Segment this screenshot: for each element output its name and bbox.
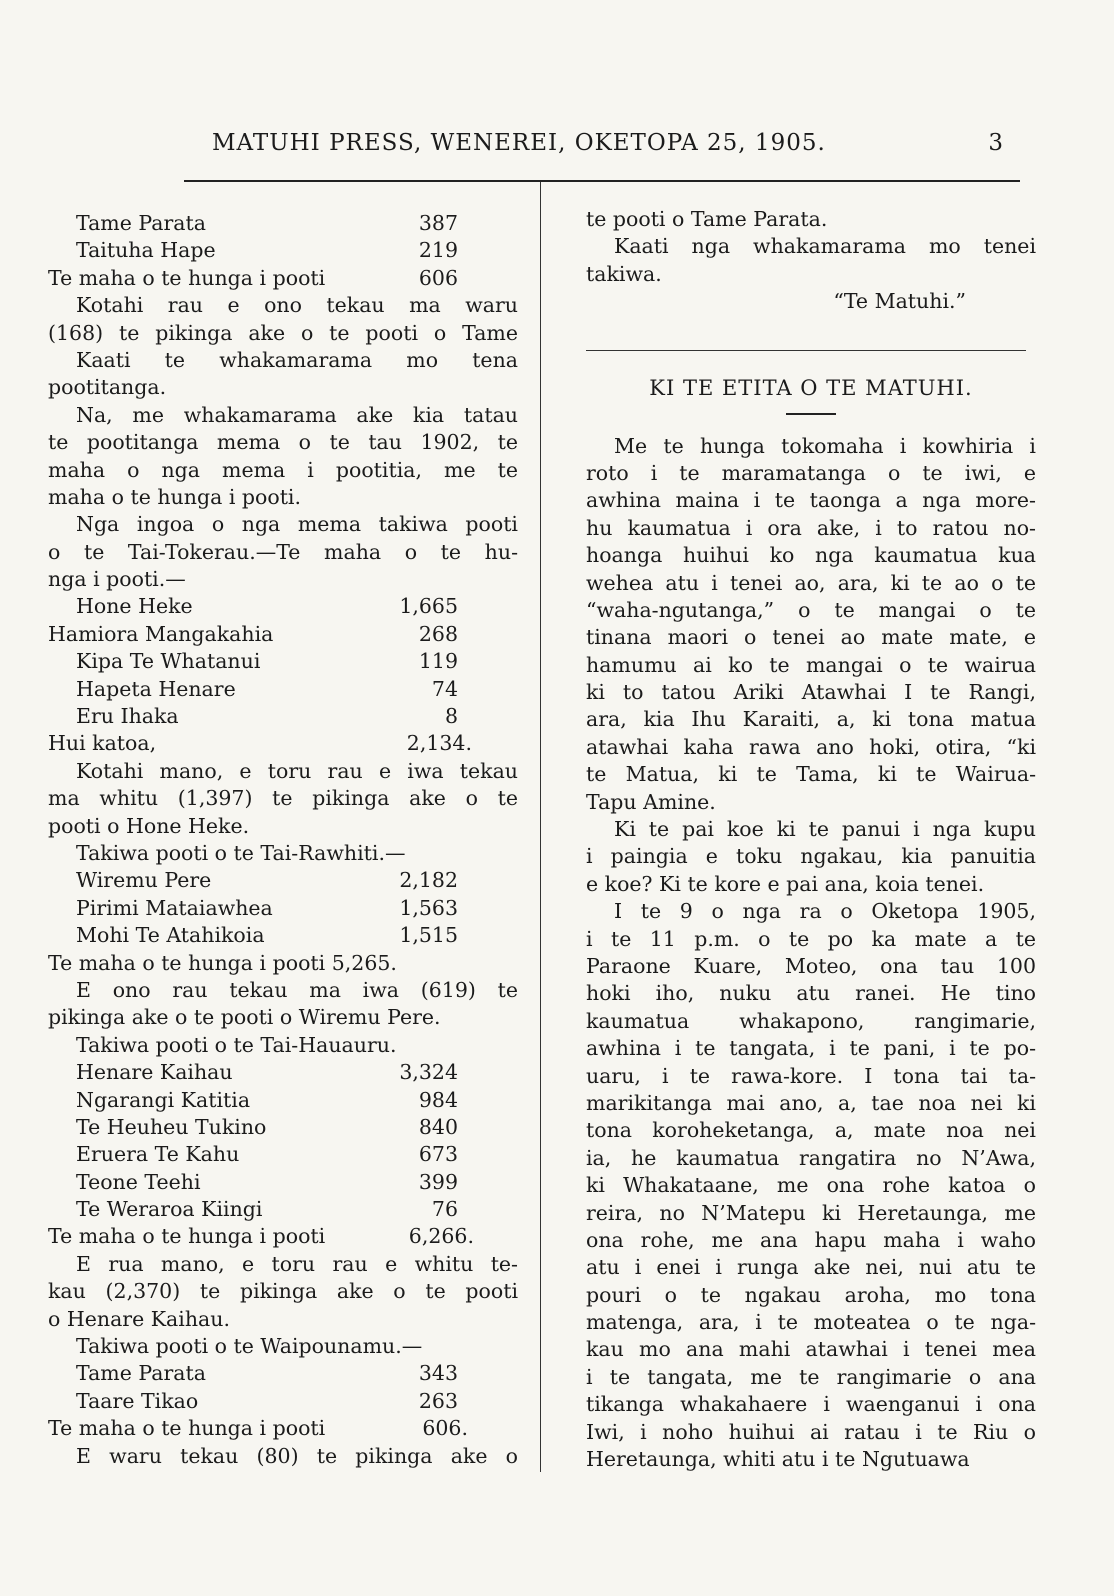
vote-total-row: Hui katoa, 2,134. [48,731,472,756]
text-line: hu kaumatua i ora ake, i to ratou no- [586,515,1036,540]
letter-paragraph-1 [586,433,1036,816]
text-line: pootitanga. [48,375,167,400]
vote-row: Ngarangi Katitia 984 [76,1087,458,1112]
text-line: ma whitu (1,397) te pikinga ake o te [48,786,518,811]
text-line: Kotahi rau e ono tekau ma waru [76,293,518,318]
vote-row: Te Heuheu Tukino 840 [76,1114,458,1139]
text-line: reira, no N’Matepu ki Heretaunga, me [586,1200,1036,1225]
text-line: ki to tatou Ariki Atawhai I te Rangi, [586,680,1036,705]
text-line: kau (2,370) te pikinga ake o te pooti [48,1279,518,1304]
text-line: ki Whakataane, me ona rohe katoa o [586,1173,1036,1198]
text-line: o te Tai-Tokerau.—Te maha o te hu- [48,539,518,564]
text-line: hamumu ai ko te mangai o te wairua [586,652,1036,677]
section-rule [586,350,1026,351]
text-line: Tapu Amine. [586,789,716,814]
vote-row: Wiremu Pere 2,182 [76,868,458,893]
text-line: uaru, i te rawa-kore. I tona tai ta- [586,1063,1036,1088]
left-column [48,210,518,1470]
text-line: Kaati te whakamarama mo tena [76,347,518,372]
vote-row: Pirimi Mataiawhea 1,563 [76,895,458,920]
vote-total-row: Te maha o te hunga i pooti 606 [48,265,458,290]
district-heading: Takiwa pooti o te Tai-Hauauru. [76,1032,397,1057]
letter-paragraph-2 [586,816,1036,898]
text-line: maha o te hunga i pooti. [48,484,302,509]
text-line: Iwi, i noho huihui ai ratau i te Riu o [586,1419,1036,1444]
text-line: awhina maina i te taonga a nga more- [586,488,1036,513]
text-line: Kotahi mano, e toru rau e iwa tekau [76,758,518,783]
vote-total-row: Te maha o te hunga i pooti 5,265. [48,950,397,975]
text-line: Me te hunga tokomaha i kowhiria i [614,433,1036,458]
text-line: Kaati nga whakamarama mo tenei [614,234,1036,259]
vote-row: Mohi Te Atahikoia 1,515 [76,923,458,948]
text-line: kau mo ana mahi atawhai i tenei mea [586,1337,1036,1362]
text-line: o Henare Kaihau. [48,1306,230,1331]
text-line: Heretaunga, whiti atu i te Ngutuawa [586,1447,970,1472]
text-line: Nga ingoa o nga mema takiwa pooti [76,512,518,537]
text-line: marikitanga mai ano, a, tae noa nei ki [586,1090,1036,1115]
text-line: Ki te pai koe ki te panui i nga kupu [614,817,1036,842]
text-line: tinana maori o tenei ao mate mate, e [586,625,1036,650]
vote-row: Hone Heke 1,665 [76,594,458,619]
page-header [190,124,1020,164]
district-heading: Takiwa pooti o te Tai-Rawhiti.— [76,840,406,865]
text-line: roto i te maramatanga o te iwi, e [586,460,1036,485]
vote-row: Eruera Te Kahu 673 [76,1142,458,1167]
text-line: awhina i te tangata, i te pani, i te po- [586,1036,1036,1061]
text-line: E rua mano, e toru rau e whitu te- [76,1251,518,1276]
newspaper-title: MATUHI PRESS, WENEREI, OKETOPA 25, 1905. [212,130,826,156]
text-line: hoanga huihui ko nga kaumatua kua [586,543,1036,568]
text-line: pouri o te ngakau aroha, mo tona [586,1282,1036,1307]
text-line: atu i enei i runga ake nei, nui atu te [586,1255,1036,1280]
text-line: i paingia e toku ngakau, kia panuitia [586,844,1036,869]
text-line: i te tangata, me te rangimarie o ana [586,1364,1036,1389]
text-line: “waha-ngutanga,” o te mangai o te [586,597,1036,622]
vote-row: Tame Parata 343 [76,1361,458,1386]
vote-total-row: Te maha o te hunga i pooti 6,266. [48,1224,474,1249]
signature: “Te Matuhi.” [833,289,966,314]
text-line: wehea atu i tenei ao, ara, ki te ao o te [586,570,1036,595]
vote-row: Hapeta Henare 74 [76,676,458,701]
text-line: te Matua, ki te Tama, ki te Wairua- [586,762,1036,787]
text-line: takiwa. [586,261,662,286]
text-line: hoki iho, nuku atu ranei. He tino [586,981,1036,1006]
text-line: pikinga ake o te pooti o Wiremu Pere. [48,1005,441,1030]
vote-total-row: Te maha o te hunga i pooti 606. [48,1416,468,1441]
short-rule [786,413,836,415]
text-line: E waru tekau (80) te pikinga ake o [76,1443,518,1468]
text-line: atawhai kaha rawa ano hoki, otira, “ki [586,734,1036,759]
text-line: pooti o Hone Heke. [48,813,250,838]
text-line: I te 9 o nga ra o Oketopa 1905, [614,899,1036,924]
text-line: ia, he kaumatua rangatira no N’Awa, [586,1145,1036,1170]
text-line: e koe? Ki te kore e pai ana, koia tenei. [586,871,985,896]
text-line: kaumatua whakapono, rangimarie, [586,1008,1036,1033]
right-column [586,206,1036,1473]
text-line: tona koroheketanga, a, mate noa nei [586,1118,1036,1143]
text-line: te pooti o Tame Parata. [586,207,828,231]
text-line: matenga, ara, i te moteatea o te nga- [586,1310,1036,1335]
vote-row: Teone Teehi 399 [76,1169,458,1194]
vote-row: Taituha Hape 219 [76,238,458,263]
letter-paragraph-3 [586,898,1036,1473]
text-line: ara, kia Ihu Karaiti, a, ki tona matua [586,707,1036,732]
vote-row: Tame Parata 387 [76,211,458,235]
text-line: Na, me whakamarama ake kia tatau [76,402,518,427]
page-number: 3 [988,130,1004,156]
vote-row: Eru Ihaka 8 [76,704,458,729]
column-divider [540,182,541,1472]
section-title: KI TE ETITA O TE MATUHI. [649,375,973,400]
text-line: Paraone Kuare, Moteo, ona tau 100 [586,953,1036,978]
text-line: te pootitanga mema o te tau 1902, te [48,430,518,455]
vote-row: Hamiora Mangakahia 268 [48,621,458,646]
header-rule [184,180,1020,182]
text-line: i te 11 p.m. o te po ka mate a te [586,926,1036,951]
text-line: E ono rau tekau ma iwa (619) te [76,977,518,1002]
text-line: ona rohe, me ana hapu maha i waho [586,1227,1036,1252]
text-line: maha o nga mema i pootitia, me te [48,457,518,482]
text-line: (168) te pikinga ake o te pooti o Tame [48,320,518,345]
vote-row: Te Weraroa Kiingi 76 [76,1197,458,1222]
text-line: nga i pooti.— [48,567,186,592]
district-heading: Takiwa pooti o te Waipounamu.— [76,1334,423,1359]
vote-row: Taare Tikao 263 [76,1388,458,1413]
text-line: tikanga whakahaere i waenganui i ona [586,1392,1036,1417]
vote-row: Kipa Te Whatanui 119 [76,649,458,674]
vote-row: Henare Kaihau 3,324 [76,1060,458,1085]
